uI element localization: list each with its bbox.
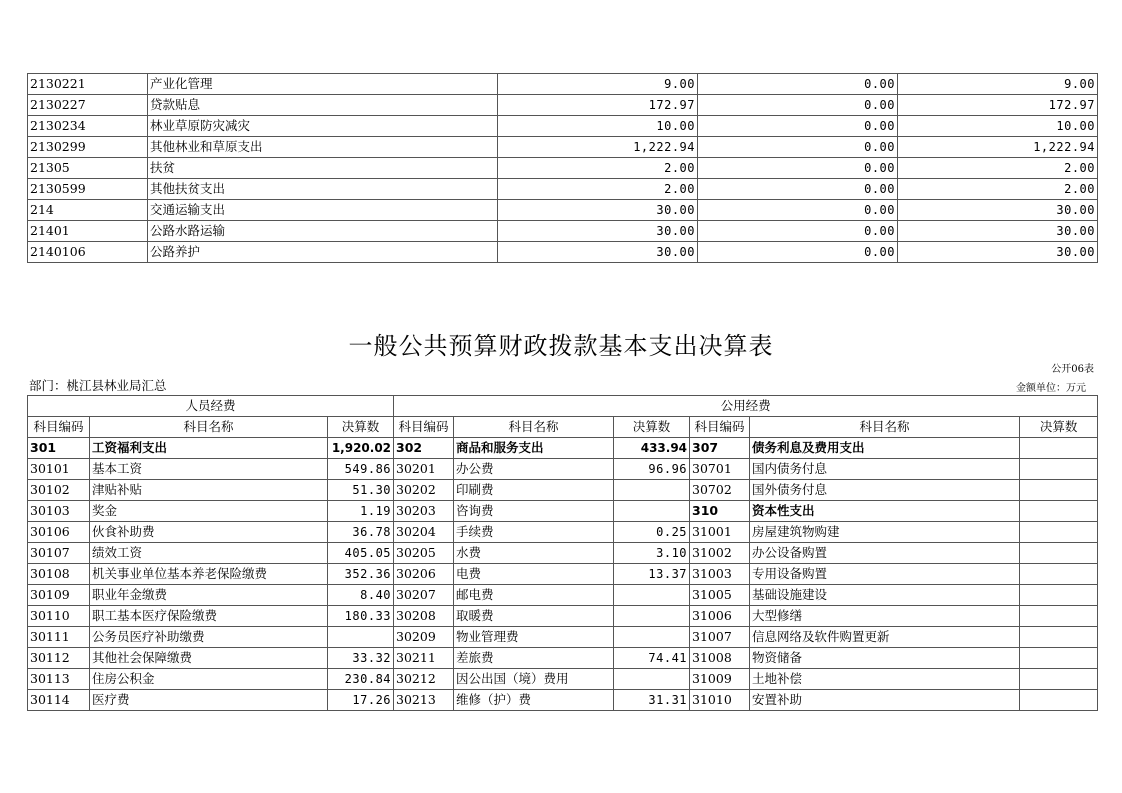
personnel-amount: 36.78 [328,522,394,543]
other-code: 31010 [690,690,750,711]
department-label: 部门：桃江县林业局汇总 [29,378,167,393]
other-name: 债务利息及费用支出 [750,438,1020,459]
goods-name: 物业管理费 [454,627,614,648]
personnel-name: 职工基本医疗保险缴费 [90,606,328,627]
amount-other: 0.00 [698,179,898,200]
personnel-code: 301 [28,438,90,459]
basic-expenditure-table [27,395,1098,711]
goods-amount: 96.96 [614,459,690,480]
other-amount [1020,480,1098,501]
personnel-code: 30101 [28,459,90,480]
goods-amount: 433.94 [614,438,690,459]
goods-code: 30207 [394,585,454,606]
table-row [28,627,1098,648]
personnel-amount: 549.86 [328,459,394,480]
other-code: 31007 [690,627,750,648]
other-name: 安置补助 [750,690,1020,711]
personnel-code: 30106 [28,522,90,543]
table-row [28,116,1098,137]
subject-name: 贷款贴息 [148,95,498,116]
col-code: 科目编码 [28,417,90,438]
other-code: 31003 [690,564,750,585]
goods-code: 30213 [394,690,454,711]
other-name: 房屋建筑物购建 [750,522,1020,543]
col-name: 科目名称 [454,417,614,438]
col-name: 科目名称 [90,417,328,438]
other-name: 信息网络及软件购置更新 [750,627,1020,648]
subject-name: 其他林业和草原支出 [148,137,498,158]
subject-code: 21401 [28,221,148,242]
expenditure-detail-body [28,74,1098,263]
personnel-code: 30108 [28,564,90,585]
subject-code: 2130221 [28,74,148,95]
personnel-code: 30111 [28,627,90,648]
amount-subtotal: 2.00 [898,158,1098,179]
group-header-row [28,396,1098,417]
other-name: 大型修缮 [750,606,1020,627]
personnel-amount: 230.84 [328,669,394,690]
table-row [28,158,1098,179]
col-amount: 决算数 [1020,417,1098,438]
personnel-code: 30109 [28,585,90,606]
goods-name: 差旅费 [454,648,614,669]
subject-name: 交通运输支出 [148,200,498,221]
personnel-amount: 1.19 [328,501,394,522]
other-code: 31008 [690,648,750,669]
subject-code: 2130599 [28,179,148,200]
other-amount [1020,522,1098,543]
subject-name: 其他扶贫支出 [148,179,498,200]
subject-name: 扶贫 [148,158,498,179]
col-code: 科目编码 [690,417,750,438]
personnel-name: 职业年金缴费 [90,585,328,606]
personnel-code: 30113 [28,669,90,690]
col-name: 科目名称 [750,417,1020,438]
other-code: 31005 [690,585,750,606]
table-row [28,459,1098,480]
amount-subtotal: 2.00 [898,179,1098,200]
table-row [28,543,1098,564]
personnel-name: 机关事业单位基本养老保险缴费 [90,564,328,585]
personnel-name: 住房公积金 [90,669,328,690]
personnel-code: 30112 [28,648,90,669]
goods-name: 商品和服务支出 [454,438,614,459]
amount-subtotal: 9.00 [898,74,1098,95]
amount-total: 172.97 [498,95,698,116]
goods-name: 电费 [454,564,614,585]
amount-total: 9.00 [498,74,698,95]
col-amount: 决算数 [328,417,394,438]
table-row [28,480,1098,501]
goods-amount: 31.31 [614,690,690,711]
goods-code: 30201 [394,459,454,480]
amount-other: 0.00 [698,137,898,158]
subject-code: 2130227 [28,95,148,116]
other-name: 国外债务付息 [750,480,1020,501]
table-row [28,200,1098,221]
personnel-amount: 33.32 [328,648,394,669]
form-code-label: 公开06表 [1051,364,1094,375]
other-code: 31006 [690,606,750,627]
amount-total: 1,222.94 [498,137,698,158]
basic-expenditure-body [28,438,1098,711]
table-row [28,74,1098,95]
other-name: 基础设施建设 [750,585,1020,606]
col-code: 科目编码 [394,417,454,438]
other-amount [1020,690,1098,711]
other-name: 土地补偿 [750,669,1020,690]
other-amount [1020,564,1098,585]
amount-total: 30.00 [498,221,698,242]
amount-unit-label: 金额单位：万元 [1016,383,1086,394]
table-row [28,438,1098,459]
goods-amount: 74.41 [614,648,690,669]
other-amount [1020,585,1098,606]
goods-name: 手续费 [454,522,614,543]
table-row [28,669,1098,690]
personnel-header: 人员经费 [28,396,394,417]
amount-total: 30.00 [498,200,698,221]
personnel-name: 奖金 [90,501,328,522]
goods-amount [614,606,690,627]
table-row [28,690,1098,711]
subject-code: 214 [28,200,148,221]
amount-subtotal: 30.00 [898,242,1098,263]
table-row [28,564,1098,585]
column-header-row [28,417,1098,438]
personnel-name: 伙食补助费 [90,522,328,543]
goods-code: 30204 [394,522,454,543]
other-amount [1020,648,1098,669]
amount-total: 10.00 [498,116,698,137]
other-code: 307 [690,438,750,459]
other-code: 310 [690,501,750,522]
goods-name: 水费 [454,543,614,564]
goods-amount: 0.25 [614,522,690,543]
table-row [28,648,1098,669]
personnel-amount: 17.26 [328,690,394,711]
goods-amount: 13.37 [614,564,690,585]
other-amount [1020,459,1098,480]
goods-code: 30203 [394,501,454,522]
amount-subtotal: 10.00 [898,116,1098,137]
goods-name: 因公出国（境）费用 [454,669,614,690]
goods-name: 咨询费 [454,501,614,522]
table-row [28,585,1098,606]
public-header: 公用经费 [394,396,1098,417]
personnel-amount: 8.40 [328,585,394,606]
goods-name: 办公费 [454,459,614,480]
expenditure-detail-table [27,73,1098,263]
other-name: 资本性支出 [750,501,1020,522]
personnel-name: 绩效工资 [90,543,328,564]
goods-amount [614,627,690,648]
personnel-name: 基本工资 [90,459,328,480]
personnel-name: 其他社会保障缴费 [90,648,328,669]
subject-name: 林业草原防灾减灾 [148,116,498,137]
goods-code: 30211 [394,648,454,669]
subject-code: 21305 [28,158,148,179]
personnel-amount: 352.36 [328,564,394,585]
other-code: 30701 [690,459,750,480]
goods-code: 30202 [394,480,454,501]
table-row [28,501,1098,522]
personnel-amount: 405.05 [328,543,394,564]
goods-name: 邮电费 [454,585,614,606]
other-name: 专用设备购置 [750,564,1020,585]
amount-other: 0.00 [698,200,898,221]
goods-code: 30205 [394,543,454,564]
other-code: 30702 [690,480,750,501]
personnel-amount: 1,920.02 [328,438,394,459]
table-row [28,137,1098,158]
goods-name: 印刷费 [454,480,614,501]
amount-total: 2.00 [498,179,698,200]
other-amount [1020,501,1098,522]
goods-name: 取暖费 [454,606,614,627]
personnel-amount [328,627,394,648]
subject-name: 产业化管理 [148,74,498,95]
other-name: 物资储备 [750,648,1020,669]
personnel-name: 工资福利支出 [90,438,328,459]
amount-total: 2.00 [498,158,698,179]
other-code: 31002 [690,543,750,564]
goods-amount [614,501,690,522]
goods-amount [614,669,690,690]
other-name: 办公设备购置 [750,543,1020,564]
personnel-amount: 180.33 [328,606,394,627]
goods-amount [614,585,690,606]
amount-other: 0.00 [698,242,898,263]
subject-code: 2130299 [28,137,148,158]
subject-code: 2130234 [28,116,148,137]
other-amount [1020,606,1098,627]
goods-code: 30212 [394,669,454,690]
amount-subtotal: 1,222.94 [898,137,1098,158]
other-code: 31001 [690,522,750,543]
personnel-code: 30107 [28,543,90,564]
amount-subtotal: 172.97 [898,95,1098,116]
amount-other: 0.00 [698,74,898,95]
amount-other: 0.00 [698,221,898,242]
goods-amount [614,480,690,501]
goods-name: 维修（护）费 [454,690,614,711]
amount-total: 30.00 [498,242,698,263]
amount-other: 0.00 [698,95,898,116]
page-title: 一般公共预算财政拨款基本支出决算表 [348,332,774,360]
personnel-code: 30102 [28,480,90,501]
table-row [28,221,1098,242]
other-code: 31009 [690,669,750,690]
amount-other: 0.00 [698,116,898,137]
other-amount [1020,627,1098,648]
personnel-name: 公务员医疗补助缴费 [90,627,328,648]
personnel-code: 30110 [28,606,90,627]
table-row [28,95,1098,116]
amount-subtotal: 30.00 [898,221,1098,242]
table-row [28,606,1098,627]
amount-other: 0.00 [698,158,898,179]
table-row [28,242,1098,263]
table-row [28,179,1098,200]
goods-code: 30209 [394,627,454,648]
goods-amount: 3.10 [614,543,690,564]
other-amount [1020,669,1098,690]
goods-code: 30206 [394,564,454,585]
personnel-name: 医疗费 [90,690,328,711]
subject-name: 公路水路运输 [148,221,498,242]
goods-code: 30208 [394,606,454,627]
other-amount [1020,438,1098,459]
goods-code: 302 [394,438,454,459]
table-row [28,522,1098,543]
personnel-code: 30103 [28,501,90,522]
other-amount [1020,543,1098,564]
amount-subtotal: 30.00 [898,200,1098,221]
personnel-code: 30114 [28,690,90,711]
subject-name: 公路养护 [148,242,498,263]
col-amount: 决算数 [614,417,690,438]
other-name: 国内债务付息 [750,459,1020,480]
personnel-amount: 51.30 [328,480,394,501]
personnel-name: 津贴补贴 [90,480,328,501]
subject-code: 2140106 [28,242,148,263]
